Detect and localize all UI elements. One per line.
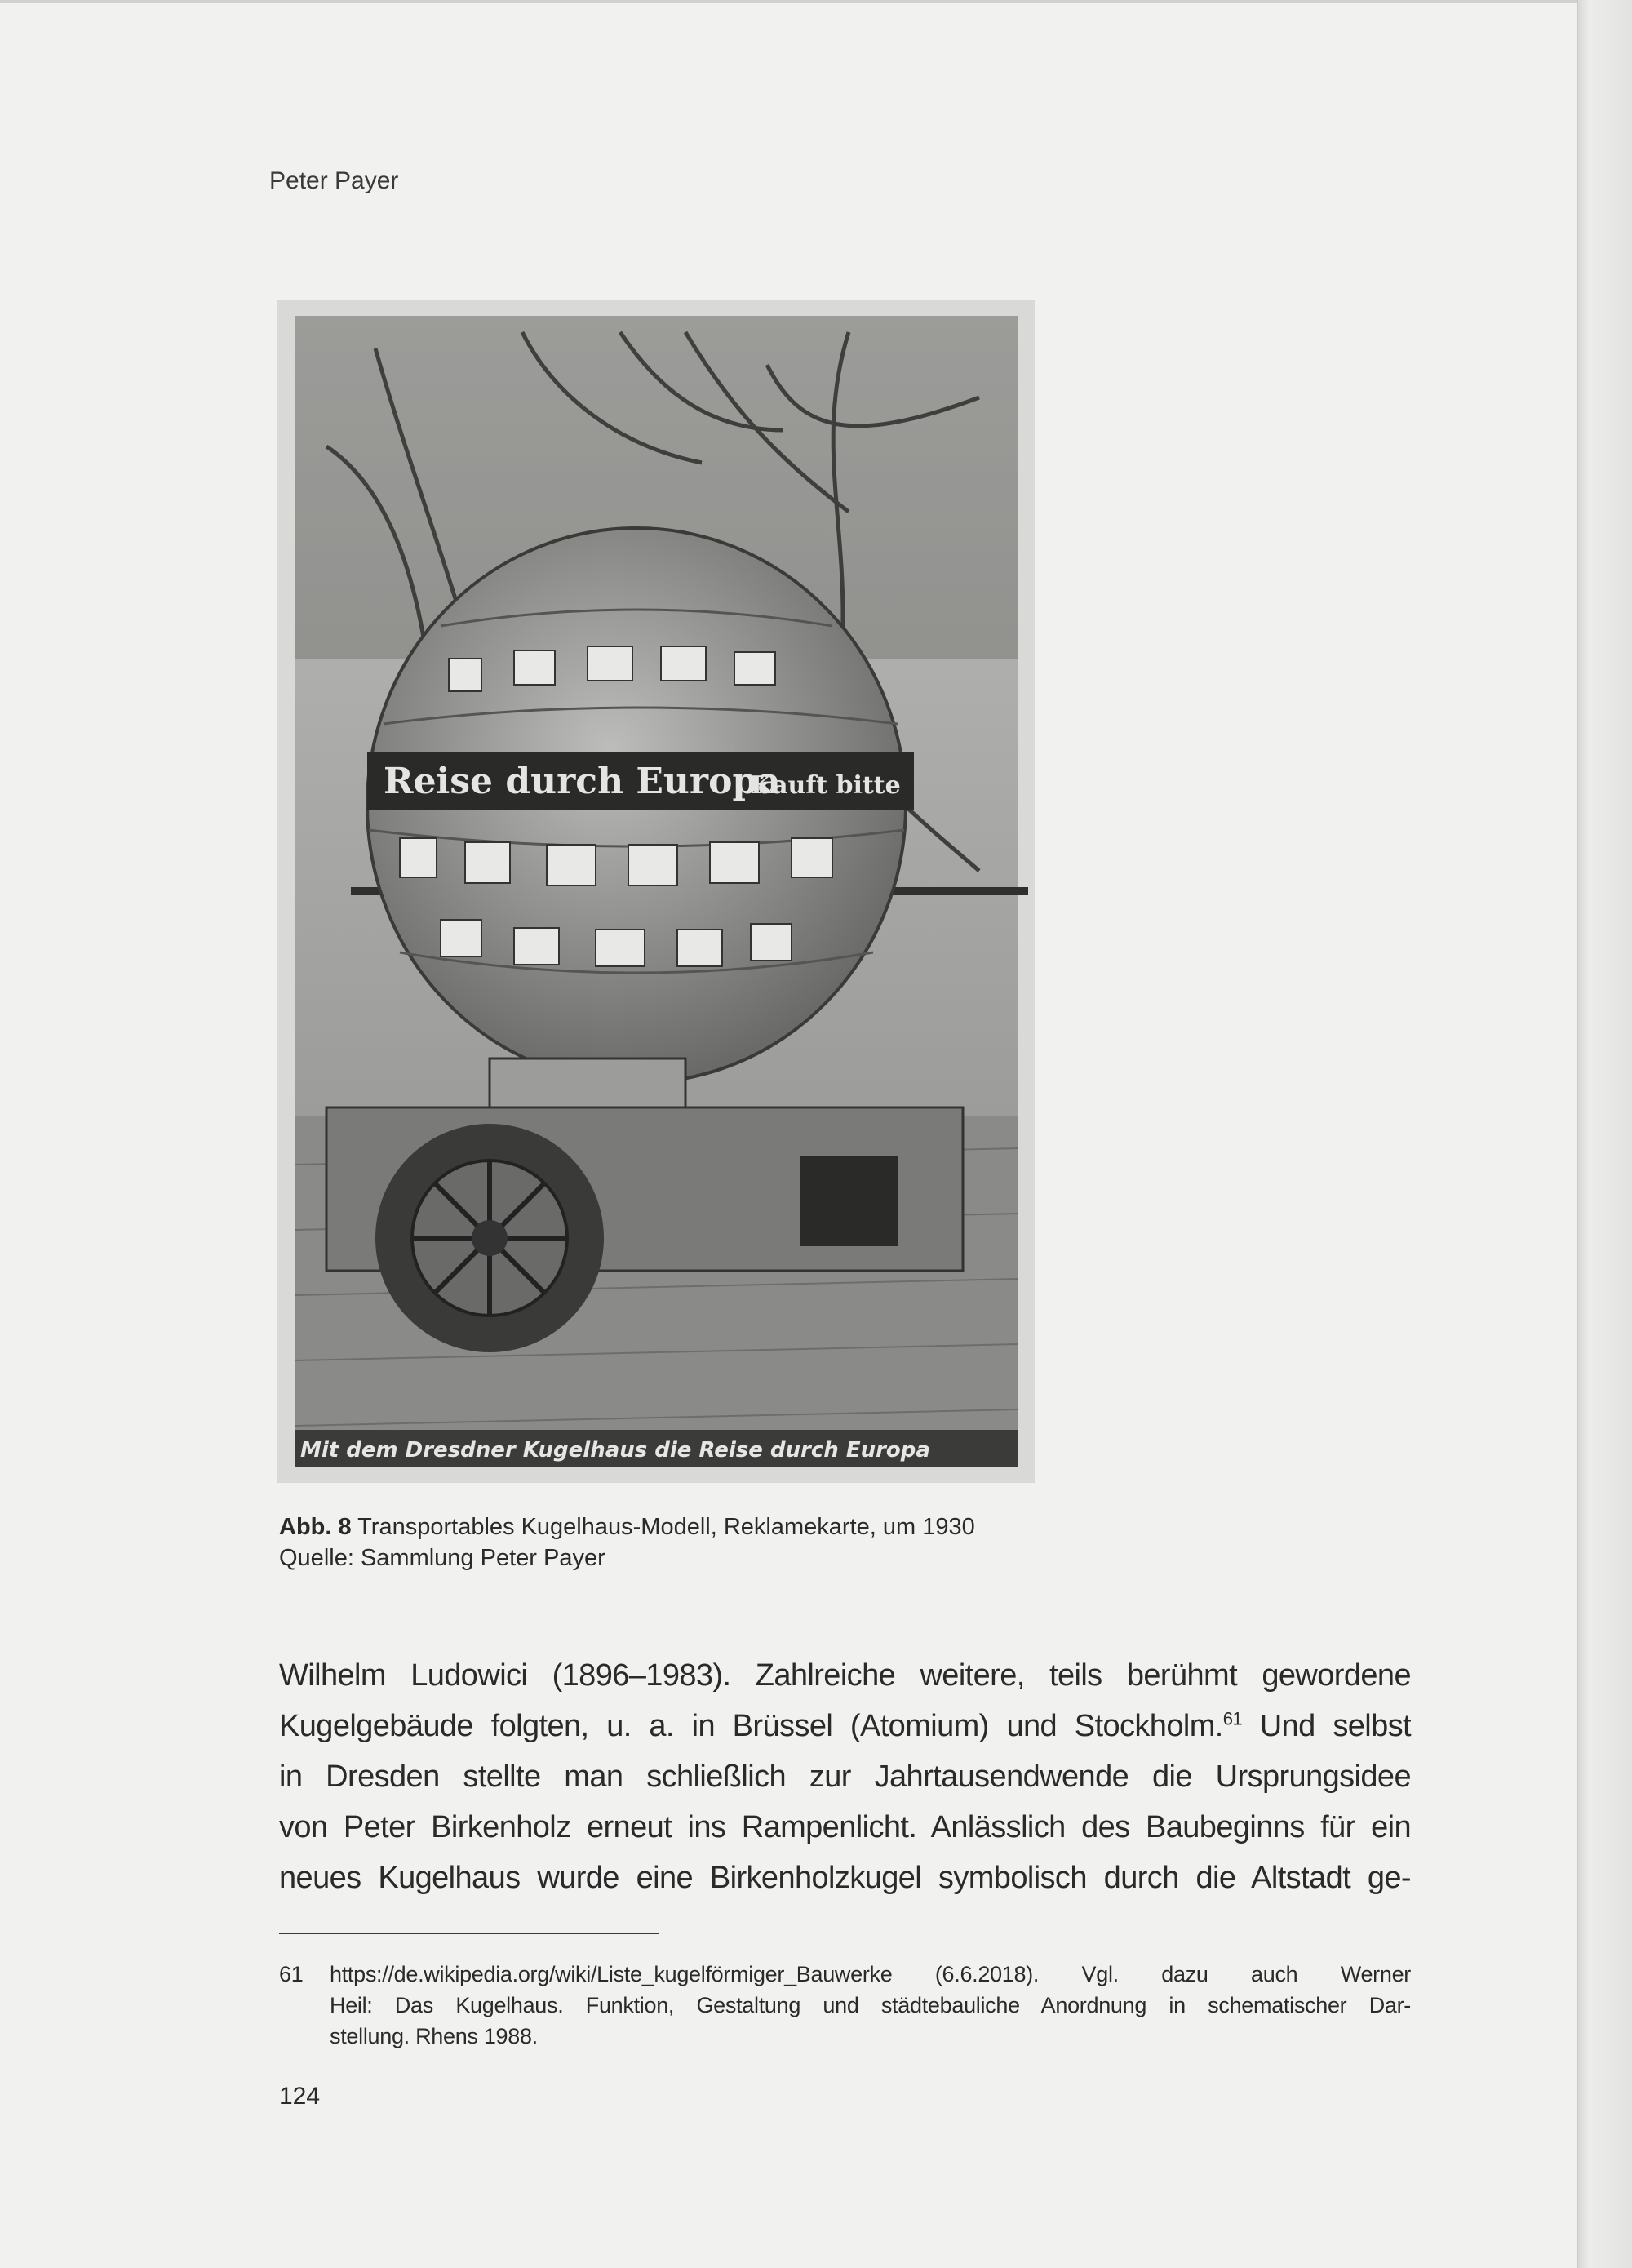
footnote-line: Heil: Das Kugelhaus. Funktion, Gestaltung und städtebauliche Anordnung in schematischer Dar- xyxy=(330,1993,1411,2017)
photo-inscription: Mit dem Dresdner Kugelhaus die Reise durch Europa xyxy=(300,1438,930,1462)
page-number: 124 xyxy=(279,2083,321,2110)
footnote-line: https://de.wikipedia.org/wiki/Liste_kugelförmiger_Bauwerke (6.6.2018). Vgl. dazu auch Werner xyxy=(330,1962,1411,1986)
footnote-line: stellung. Rhens 1988. xyxy=(330,2024,538,2048)
footnote-61 xyxy=(279,1959,1411,2052)
figure-caption xyxy=(279,1511,975,1573)
body-line-text: Kugelgebäude folgten, u. a. in Brüssel (Atomium) und Stockholm. xyxy=(279,1709,1223,1743)
footnote-ref[interactable]: 61 xyxy=(1222,1708,1242,1729)
body-line: Wilhelm Ludowici (1896–1983). Zahlreiche weitere, teils berühmt gewordene xyxy=(279,1658,1411,1693)
sphere-banner-right-text: Kauft bitte xyxy=(751,771,901,800)
caption-text: Transportables Kugelhaus-Modell, Reklamekarte, um 1930 xyxy=(357,1514,975,1540)
body-line: in Dresden stellte man schließlich zur Jahrtausendwende die Ursprungsidee xyxy=(279,1760,1411,1794)
body-line: von Peter Birkenholz erneut ins Rampenlicht. Anlässlich des Baubeginns für ein xyxy=(279,1810,1411,1844)
body-line-tail: Und selbst xyxy=(1242,1709,1411,1743)
body-paragraph xyxy=(279,1650,1411,1903)
page-top-edge xyxy=(0,0,1577,3)
caption-source: Quelle: Sammlung Peter Payer xyxy=(279,1545,605,1571)
caption-label: Abb. 8 xyxy=(279,1514,352,1540)
running-head: Peter Payer xyxy=(269,167,399,194)
footnote-number: 61 xyxy=(279,1962,304,1986)
caption-line xyxy=(279,1511,975,1542)
footnote-divider xyxy=(279,1933,659,1934)
sphere-banner-text: Reise durch Europa xyxy=(384,761,781,802)
facing-page-edge xyxy=(1577,0,1632,2268)
body-line xyxy=(279,1701,1411,1751)
figure-photo xyxy=(277,300,1035,1483)
body-line: neues Kugelhaus wurde eine Birkenholzkugel symbolisch durch die Altstadt ge- xyxy=(279,1861,1411,1895)
